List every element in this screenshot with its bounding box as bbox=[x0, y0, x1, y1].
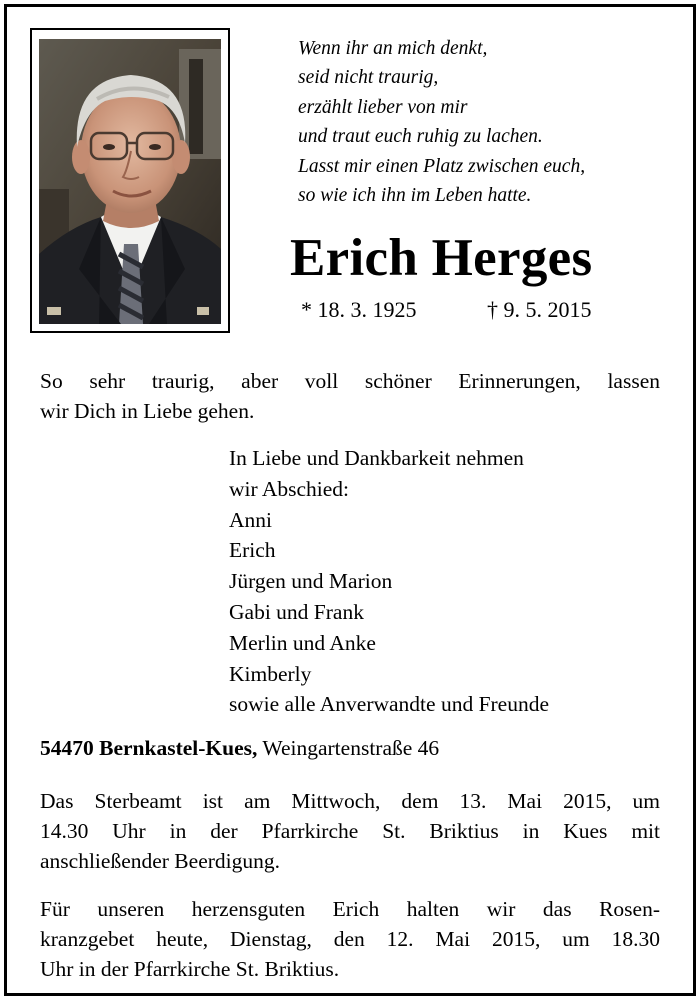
poem-line: Lasst mir einen Platz zwischen euch, bbox=[298, 155, 586, 177]
memorial-poem bbox=[298, 34, 678, 210]
deceased-name: Erich Herges bbox=[290, 229, 593, 287]
mourner-name: Erich bbox=[229, 538, 276, 563]
address-street: Weingartenstraße 46 bbox=[262, 736, 440, 760]
mourners-line: In Liebe und Dankbarkeit nehmen bbox=[229, 446, 524, 470]
mourner-name: sowie alle Anverwandte und Freunde bbox=[229, 692, 550, 717]
intro-line: So sehr traurig, aber voll schöner Erinnerungen, lassen bbox=[40, 369, 660, 393]
poem-line: erzählt lieber von mir bbox=[298, 96, 468, 118]
rosary-paragraph bbox=[40, 894, 660, 984]
address-city: 54470 Bernkastel-Kues, bbox=[40, 736, 258, 760]
birth-date: * 18. 3. 1925 bbox=[301, 297, 417, 322]
mourner-name: Kimberly bbox=[229, 661, 312, 686]
mourner-name: Anni bbox=[229, 507, 272, 532]
poem-line: und traut euch ruhig zu lachen. bbox=[298, 126, 543, 148]
intro-line: wir Dich in Liebe gehen. bbox=[40, 399, 255, 423]
address bbox=[40, 733, 439, 763]
death-date: † 9. 5. 2015 bbox=[487, 297, 592, 322]
rosary-line: Für unseren herzensguten Erich halten wir das Rosen- bbox=[40, 897, 660, 921]
mourners-list bbox=[229, 443, 549, 720]
portrait-photo-frame bbox=[30, 28, 230, 333]
rosary-line: Uhr in der Pfarrkirche St. Briktius. bbox=[40, 957, 340, 981]
mourner-name: Merlin und Anke bbox=[229, 630, 376, 655]
poem-line: Wenn ihr an mich denkt, bbox=[298, 38, 488, 59]
funeral-paragraph bbox=[40, 786, 660, 876]
mourners-line: wir Abschied: bbox=[229, 476, 350, 501]
funeral-line: anschließender Beerdigung. bbox=[40, 849, 280, 873]
portrait-photo bbox=[39, 39, 221, 324]
poem-line: so wie ich ihn im Leben hatte. bbox=[298, 185, 532, 207]
poem-line: seid nicht traurig, bbox=[298, 67, 439, 89]
funeral-line: Das Sterbeamt ist am Mittwoch, dem 13. Mai 2015, um bbox=[40, 789, 660, 813]
rosary-line: kranzgebet heute, Dienstag, den 12. Mai 2015, um 18.30 bbox=[40, 927, 660, 951]
funeral-line: 14.30 Uhr in der Pfarrkirche St. Briktius in Kues mit bbox=[40, 819, 660, 843]
mourner-name: Jürgen und Marion bbox=[229, 569, 393, 594]
intro-paragraph bbox=[40, 366, 660, 426]
mourner-name: Gabi und Frank bbox=[229, 599, 364, 624]
